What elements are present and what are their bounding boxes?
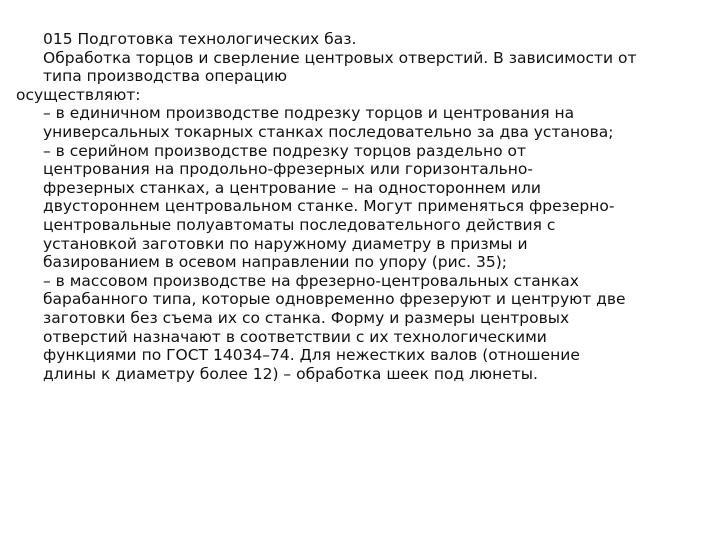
text-line: универсальных токарных станках последовательно за два установа; (43, 122, 614, 141)
text-line: центровальные полуавтоматы последовательного действия с (43, 215, 556, 234)
text-line: осуществляют: (16, 85, 141, 104)
text-line: Обработка торцов и сверление центровых отверстий. В зависимости от (43, 48, 637, 67)
text-line: длины к диаметру более 12) – обработка шеек под люнеты. (43, 364, 538, 383)
list-item-mass-production (43, 272, 683, 384)
text-line: базированием в осевом направлении по упору (рис. 35); (43, 253, 508, 272)
text-line: отверстий назначают в соответствии с их технологическими (43, 327, 547, 346)
text-line: типа производства операцию (43, 67, 288, 86)
text-line: – в единичном производстве подрезку торцов и центрования на (43, 104, 575, 123)
text-line: установкой заготовки по наружному диаметру в призмы и (43, 234, 528, 253)
text-line: – в массовом производстве на фрезерно-центровальных станках (43, 271, 579, 290)
text-line: барабанного типа, которые одновременно фрезеруют и центруют две (43, 290, 626, 309)
text-line: фрезерных станках, а центрование – на одностороннем или (43, 178, 541, 197)
paragraph-intro (16, 48, 683, 105)
document-heading (43, 30, 683, 49)
list-item-single-production (43, 104, 683, 141)
text-line: центрования на продольно-фрезерных или горизонтально- (43, 160, 534, 179)
document-body (16, 30, 683, 383)
list-item-serial-production (43, 142, 683, 272)
text-line: функциями по ГОСТ 14034–74. Для нежестких валов (отношение (43, 346, 580, 365)
text-line: двустороннем центровальном станке. Могут применяться фрезерно- (43, 197, 615, 216)
text-line: заготовки без съема их со станка. Форму и размеры центровых (43, 308, 570, 327)
text-line: – в серийном производстве подрезку торцов раздельно от (43, 141, 527, 160)
text-line: 015 Подготовка технологических баз. (43, 30, 357, 48)
